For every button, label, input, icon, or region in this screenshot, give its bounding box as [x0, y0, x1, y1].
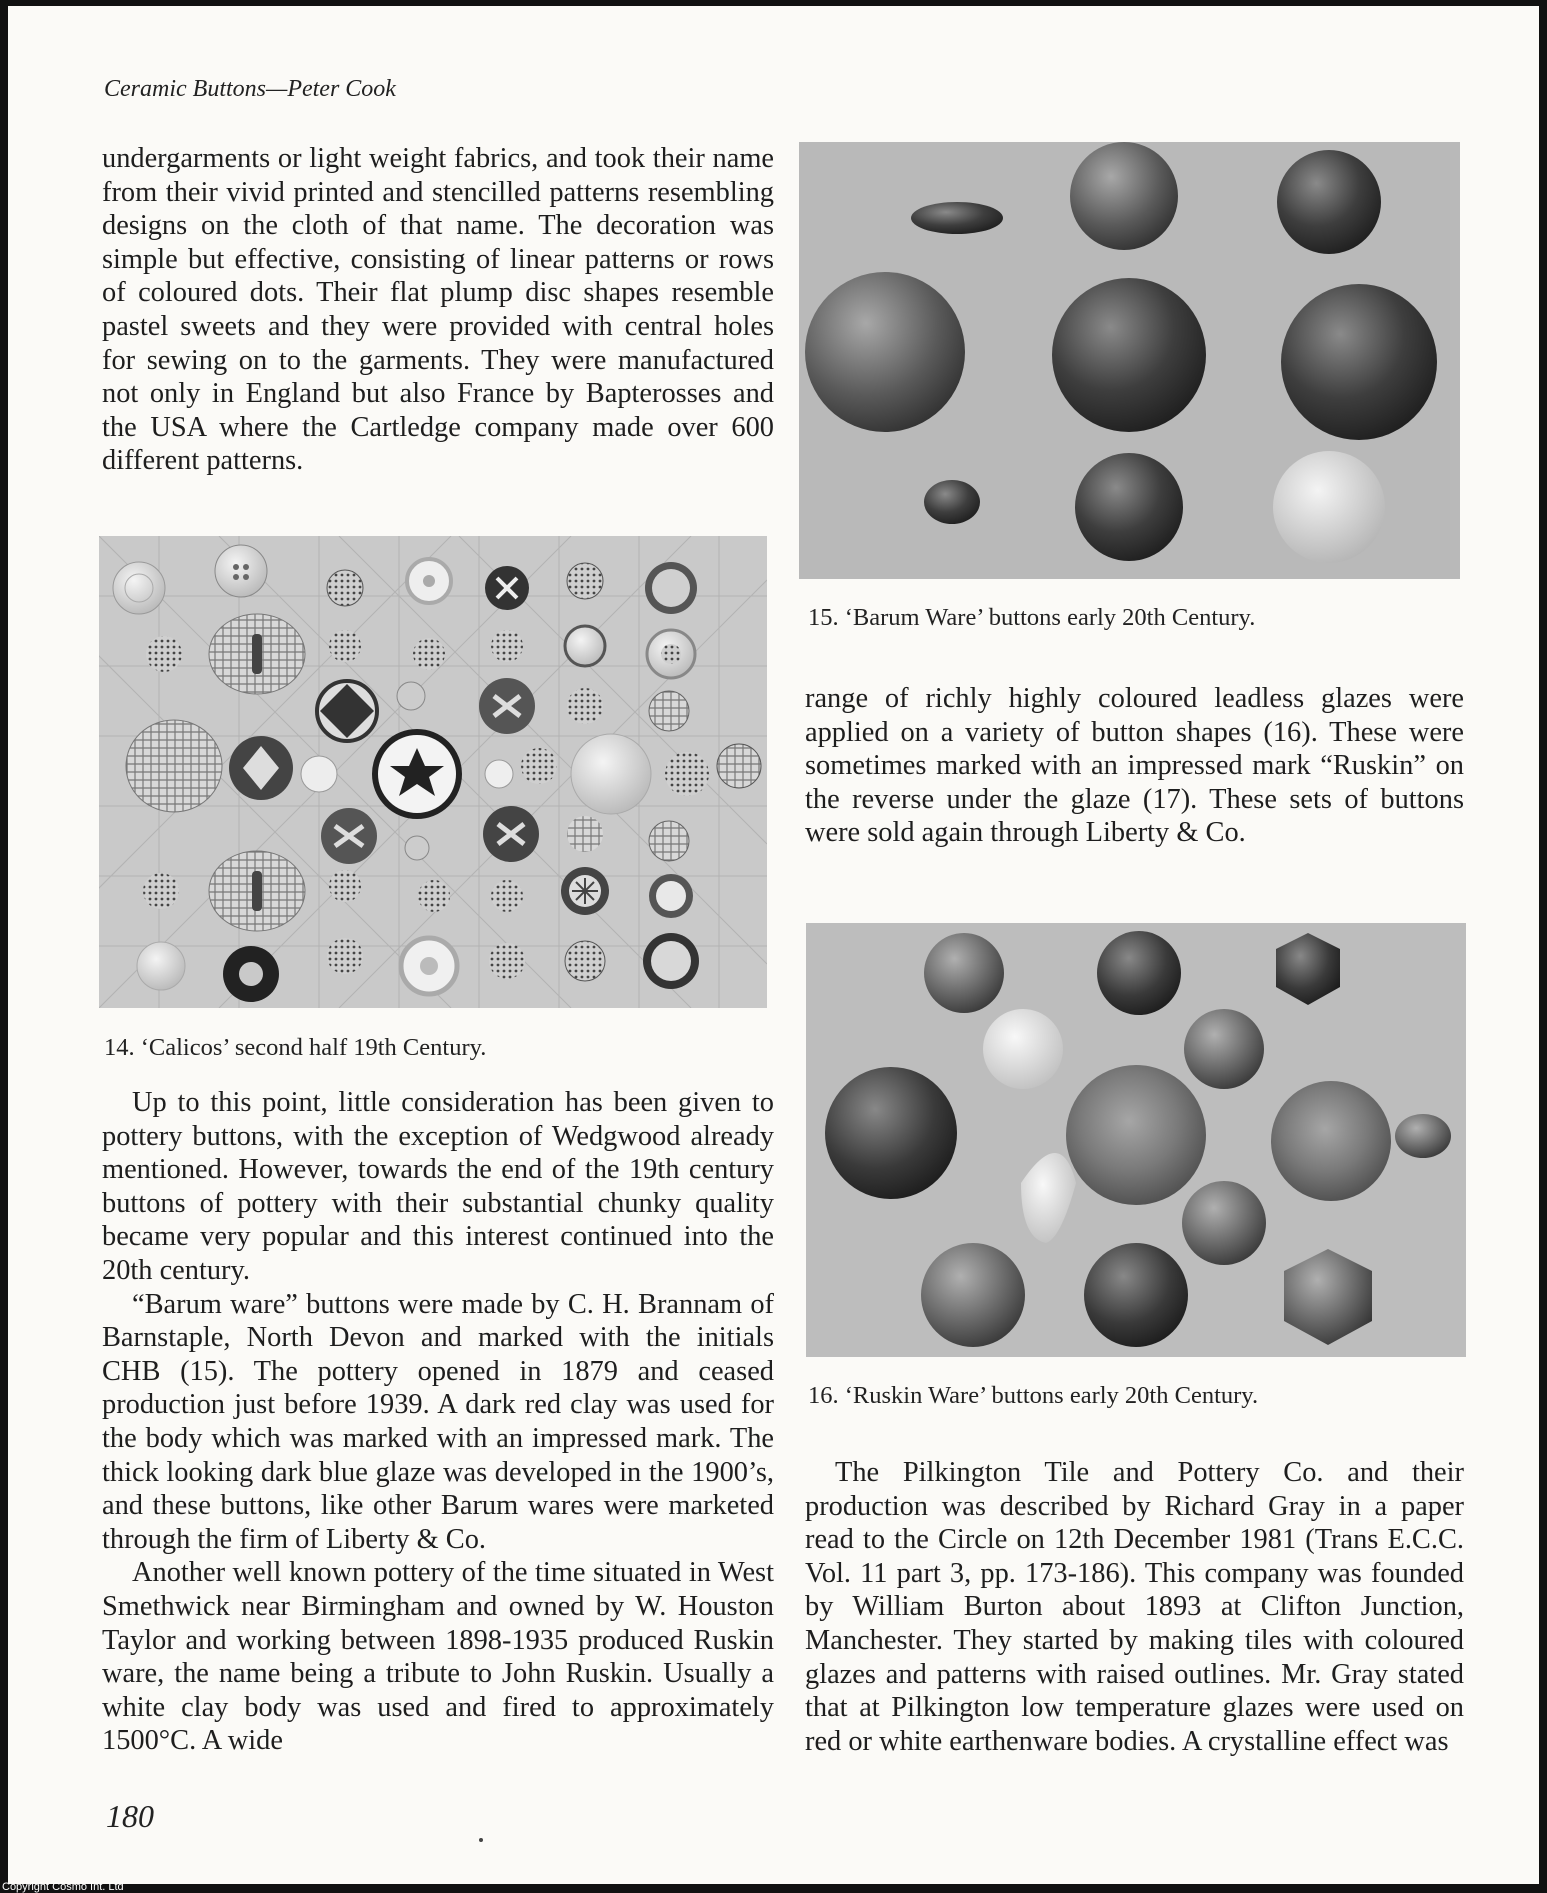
figure-14-caption: 14. ‘Calicos’ second half 19th Century. [104, 1034, 487, 1061]
page-number: 180 [106, 1798, 154, 1834]
paragraph: Up to this point, little consideration has been given to pottery buttons, with the exception of Wedgwood already mentioned. However, towards the end of the 19th century buttons of pottery with their substantial chunky quality became very popular and this interest continued into the 20th century. [102, 1087, 774, 1286]
figure-16-ruskin-ware-photo [806, 923, 1466, 1357]
figure-14-calicos-photo [99, 536, 767, 1008]
figure-16-caption: 16. ‘Ruskin Ware’ buttons early 20th Century. [808, 1382, 1259, 1409]
figure-15-caption: 15. ‘Barum Ware’ buttons early 20th Century. [808, 604, 1256, 631]
right-column-bottom [805, 1456, 1464, 1758]
paragraph: The Pilkington Tile and Pottery Co. and their production was described by Richard Gray in a paper read to the Circle on 12th December 1981 (Trans E.C.C. Vol. 11 part 3, pp. 173-186). This company was founded by William Burton about 1893 at Clifton Junction, Manchester. They started by making tiles with coloured glazes and patterns with raised outlines. Mr. Gray stated that at Pilkington low temperature glazes were used on red or white earthenware bodies. A crystalline effect was [805, 1457, 1464, 1757]
running-head: Ceramic Buttons—Peter Cook [104, 76, 396, 102]
right-column-middle [805, 682, 1464, 850]
paragraph: undergarments or light weight fabrics, and took their name from their vivid printed and stencilled patterns resembling designs on the cloth of that name. The decoration was simple but effective, consisting of linear patterns or rows of coloured dots. Their flat plump disc shapes resemble pastel sweets and they were provided with central holes for sewing on to the garments. They were manufactured not only in England but also France by Bapterosses and the USA where the Cartledge company made over 600 different patterns. [102, 143, 774, 477]
left-column-bottom [102, 1086, 774, 1758]
print-mark [479, 1838, 483, 1842]
left-column-top [102, 142, 774, 478]
paragraph: range of richly highly coloured leadless glazes were applied on a variety of button shapes (16). These were sometimes marked with an impressed mark “Ruskin” on the reverse under the glaze (17). These sets of buttons were sold again through Liberty & Co. [805, 683, 1464, 849]
paragraph: “Barum ware” buttons were made by C. H. Brannam of Barnstaple, North Devon and marked with the initials CHB (15). The pottery opened in 1879 and ceased production just before 1939. A dark red clay was used for the body which was marked with an impressed mark. The thick looking dark blue glaze was developed in the 1900’s, and these buttons, like other Barum wares were marketed through the firm of Liberty & Co. [102, 1288, 774, 1555]
figure-15-barum-ware-photo [799, 142, 1460, 579]
copyright-notice: Copyright Cosmo Int. Ltd [2, 1881, 124, 1893]
page [8, 6, 1539, 1884]
paragraph: Another well known pottery of the time situated in West Smethwick near Birmingham and owned by W. Houston Taylor and working between 1898-1935 produced Ruskin ware, the name being a tribute to John Ruskin. Usually a white clay body was used and fired to approximately 1500°C. A wide [102, 1557, 774, 1757]
